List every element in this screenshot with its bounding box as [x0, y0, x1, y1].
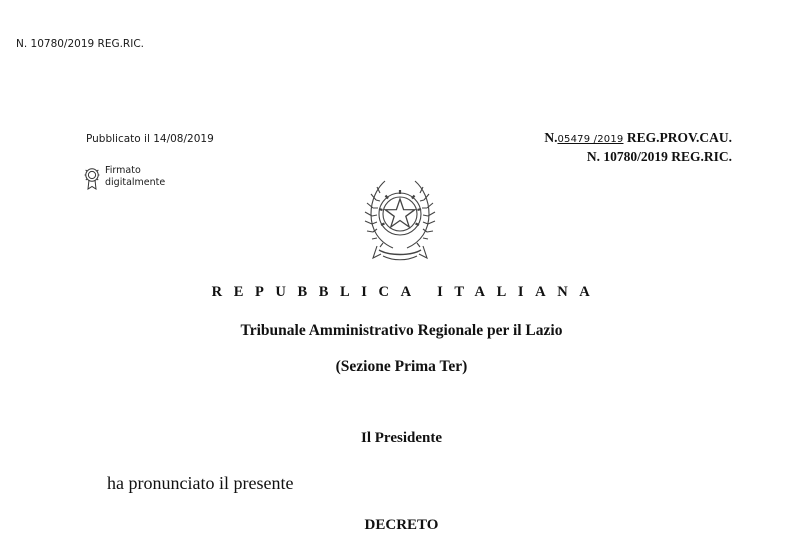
decree-heading: DECRETO	[364, 517, 439, 533]
stamp-label-line2: digitalmente	[105, 177, 166, 188]
president-heading: Il Presidente	[361, 430, 442, 446]
rosette-seal-icon	[84, 167, 100, 191]
publication-date: Pubblicato il 14/08/2019	[86, 133, 214, 145]
stamp-label-line1: Firmato	[105, 165, 141, 176]
court-name: Tribunale Amministrativo Regionale per il Lazio	[240, 322, 563, 339]
reg-prov-filled-number: 05479 /2019	[557, 134, 624, 145]
italian-republic-emblem-icon	[359, 172, 441, 267]
reg-prov-cau-number	[544, 130, 732, 146]
digital-signature-stamp	[84, 165, 194, 195]
republic-heading: REPUBBLICA ITALIANA	[211, 284, 602, 300]
court-section: (Sezione Prima Ter)	[335, 358, 468, 375]
header-case-reference: N. 10780/2019 REG.RIC.	[16, 38, 144, 50]
reg-prov-prefix: N.	[544, 130, 558, 145]
reg-ric-number: N. 10780/2019 REG.RIC.	[586, 149, 732, 164]
reg-prov-suffix: REG.PROV.CAU.	[623, 130, 732, 145]
pronounced-text: ha pronunciato il presente	[107, 473, 294, 493]
